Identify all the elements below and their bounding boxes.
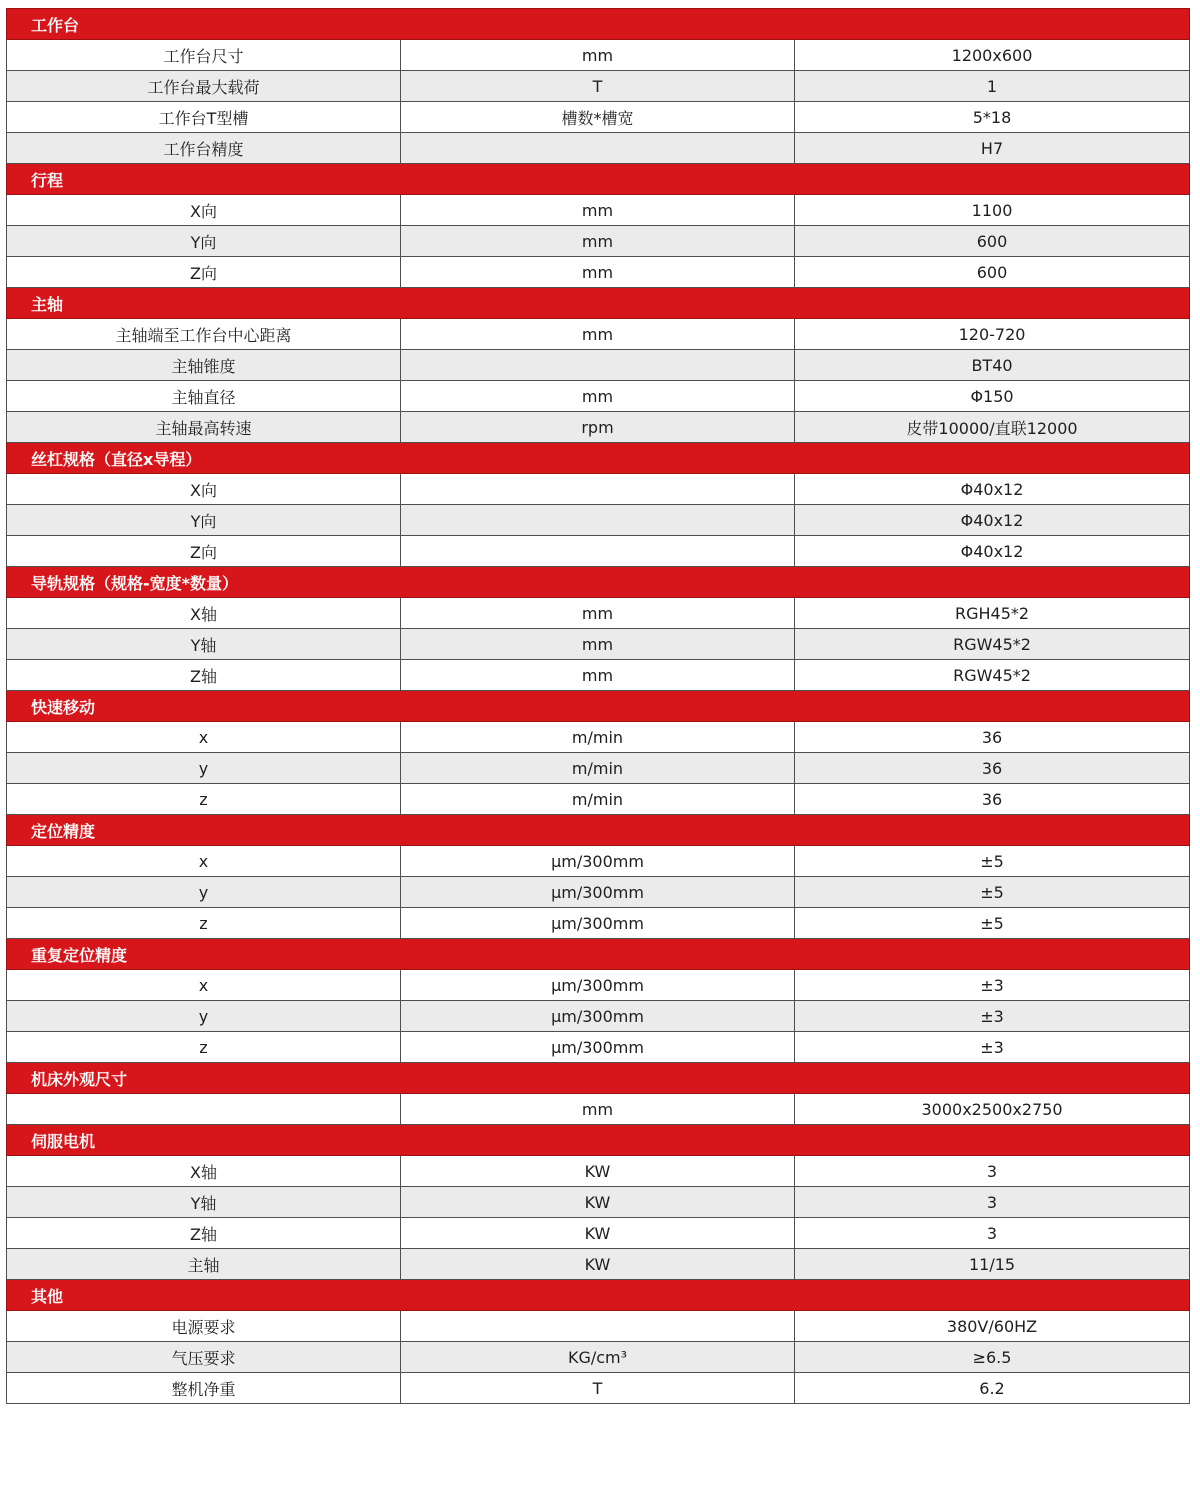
unit-cell: mm [401, 598, 795, 629]
section-header [7, 1280, 1190, 1311]
param-name-cell: x [7, 846, 401, 877]
value-cell: RGH45*2 [795, 598, 1190, 629]
value-cell: 11/15 [795, 1249, 1190, 1280]
table-row [7, 1001, 1190, 1032]
param-name-cell: Y向 [7, 505, 401, 536]
param-name-cell: 主轴锥度 [7, 350, 401, 381]
value-cell: ±3 [795, 1001, 1190, 1032]
param-name-cell: 主轴最高转速 [7, 412, 401, 443]
param-name-cell: Z轴 [7, 660, 401, 691]
unit-cell: mm [401, 629, 795, 660]
unit-cell: KW [401, 1187, 795, 1218]
table-row [7, 71, 1190, 102]
table-row [7, 598, 1190, 629]
section-header [7, 1125, 1190, 1156]
param-name-cell: 整机净重 [7, 1373, 401, 1404]
value-cell: 3 [795, 1156, 1190, 1187]
param-name-cell: X轴 [7, 598, 401, 629]
value-cell: 36 [795, 722, 1190, 753]
table-row [7, 1373, 1190, 1404]
value-cell: 1100 [795, 195, 1190, 226]
unit-cell: KW [401, 1218, 795, 1249]
table-row [7, 1218, 1190, 1249]
section-title: 工作台 [7, 9, 1190, 40]
value-cell: 3 [795, 1218, 1190, 1249]
section-header [7, 164, 1190, 195]
param-name-cell: X向 [7, 474, 401, 505]
unit-cell: μm/300mm [401, 908, 795, 939]
section-header [7, 1063, 1190, 1094]
section-header [7, 288, 1190, 319]
value-cell: Φ40x12 [795, 536, 1190, 567]
section-header [7, 815, 1190, 846]
table-row [7, 970, 1190, 1001]
value-cell: 1200x600 [795, 40, 1190, 71]
value-cell: 380V/60HZ [795, 1311, 1190, 1342]
value-cell: RGW45*2 [795, 660, 1190, 691]
unit-cell: KW [401, 1156, 795, 1187]
unit-cell: mm [401, 40, 795, 71]
param-name-cell: 工作台T型槽 [7, 102, 401, 133]
section-title: 导轨规格（规格-宽度*数量） [7, 567, 1190, 598]
table-row [7, 195, 1190, 226]
table-row [7, 350, 1190, 381]
section-title: 伺服电机 [7, 1125, 1190, 1156]
param-name-cell: y [7, 877, 401, 908]
value-cell: BT40 [795, 350, 1190, 381]
value-cell: 120-720 [795, 319, 1190, 350]
param-name-cell: 工作台精度 [7, 133, 401, 164]
value-cell: 5*18 [795, 102, 1190, 133]
table-row [7, 784, 1190, 815]
param-name-cell: X向 [7, 195, 401, 226]
section-title: 重复定位精度 [7, 939, 1190, 970]
unit-cell: rpm [401, 412, 795, 443]
unit-cell: T [401, 71, 795, 102]
param-name-cell: 工作台尺寸 [7, 40, 401, 71]
unit-cell: m/min [401, 784, 795, 815]
value-cell: 36 [795, 753, 1190, 784]
param-name-cell: Y轴 [7, 629, 401, 660]
table-row [7, 319, 1190, 350]
value-cell: ±5 [795, 877, 1190, 908]
value-cell: ±5 [795, 846, 1190, 877]
section-header [7, 939, 1190, 970]
unit-cell: T [401, 1373, 795, 1404]
param-name-cell: z [7, 1032, 401, 1063]
table-row [7, 133, 1190, 164]
value-cell: 3000x2500x2750 [795, 1094, 1190, 1125]
section-title: 机床外观尺寸 [7, 1063, 1190, 1094]
unit-cell: μm/300mm [401, 846, 795, 877]
table-row [7, 40, 1190, 71]
param-name-cell: 主轴直径 [7, 381, 401, 412]
unit-cell: μm/300mm [401, 1032, 795, 1063]
table-row [7, 753, 1190, 784]
param-name-cell: z [7, 784, 401, 815]
value-cell: ±5 [795, 908, 1190, 939]
section-header [7, 9, 1190, 40]
param-name-cell: 电源要求 [7, 1311, 401, 1342]
section-title: 行程 [7, 164, 1190, 195]
param-name-cell: z [7, 908, 401, 939]
param-name-cell: 主轴端至工作台中心距离 [7, 319, 401, 350]
unit-cell: mm [401, 195, 795, 226]
unit-cell: μm/300mm [401, 877, 795, 908]
value-cell: 600 [795, 257, 1190, 288]
param-name-cell: Y向 [7, 226, 401, 257]
table-row [7, 474, 1190, 505]
spec-table [6, 8, 1190, 1404]
table-row [7, 1249, 1190, 1280]
table-row [7, 381, 1190, 412]
table-row [7, 877, 1190, 908]
table-row [7, 908, 1190, 939]
param-name-cell: Z向 [7, 257, 401, 288]
param-name-cell: 主轴 [7, 1249, 401, 1280]
section-header [7, 443, 1190, 474]
table-row [7, 846, 1190, 877]
value-cell: 1 [795, 71, 1190, 102]
unit-cell: 槽数*槽宽 [401, 102, 795, 133]
spec-table-body [7, 9, 1190, 1404]
value-cell: RGW45*2 [795, 629, 1190, 660]
unit-cell: mm [401, 1094, 795, 1125]
unit-cell: KW [401, 1249, 795, 1280]
table-row [7, 660, 1190, 691]
table-row [7, 722, 1190, 753]
table-row [7, 226, 1190, 257]
value-cell: ≥6.5 [795, 1342, 1190, 1373]
table-row [7, 1342, 1190, 1373]
table-row [7, 1187, 1190, 1218]
value-cell: ±3 [795, 1032, 1190, 1063]
table-row [7, 102, 1190, 133]
unit-cell: KG/cm³ [401, 1342, 795, 1373]
table-row [7, 505, 1190, 536]
param-name-cell: y [7, 1001, 401, 1032]
value-cell: 6.2 [795, 1373, 1190, 1404]
param-name-cell: Z向 [7, 536, 401, 567]
value-cell: Φ150 [795, 381, 1190, 412]
table-row [7, 1094, 1190, 1125]
param-name-cell [7, 1094, 401, 1125]
table-row [7, 1032, 1190, 1063]
table-row [7, 536, 1190, 567]
param-name-cell: x [7, 722, 401, 753]
value-cell: 皮带10000/直联12000 [795, 412, 1190, 443]
unit-cell: m/min [401, 753, 795, 784]
unit-cell: μm/300mm [401, 1001, 795, 1032]
value-cell: H7 [795, 133, 1190, 164]
param-name-cell: y [7, 753, 401, 784]
table-row [7, 257, 1190, 288]
param-name-cell: 气压要求 [7, 1342, 401, 1373]
param-name-cell: X轴 [7, 1156, 401, 1187]
unit-cell [401, 1311, 795, 1342]
value-cell: 3 [795, 1187, 1190, 1218]
unit-cell: mm [401, 319, 795, 350]
unit-cell: μm/300mm [401, 970, 795, 1001]
value-cell: Φ40x12 [795, 505, 1190, 536]
param-name-cell: Z轴 [7, 1218, 401, 1249]
unit-cell: mm [401, 381, 795, 412]
table-row [7, 1156, 1190, 1187]
unit-cell: mm [401, 257, 795, 288]
section-header [7, 567, 1190, 598]
unit-cell [401, 133, 795, 164]
section-title: 其他 [7, 1280, 1190, 1311]
table-row [7, 412, 1190, 443]
section-title: 丝杠规格（直径x导程） [7, 443, 1190, 474]
section-title: 主轴 [7, 288, 1190, 319]
section-header [7, 691, 1190, 722]
value-cell: 600 [795, 226, 1190, 257]
value-cell: ±3 [795, 970, 1190, 1001]
param-name-cell: Y轴 [7, 1187, 401, 1218]
table-row [7, 629, 1190, 660]
param-name-cell: x [7, 970, 401, 1001]
unit-cell: m/min [401, 722, 795, 753]
section-title: 快速移动 [7, 691, 1190, 722]
unit-cell [401, 536, 795, 567]
table-row [7, 1311, 1190, 1342]
param-name-cell: 工作台最大载荷 [7, 71, 401, 102]
section-title: 定位精度 [7, 815, 1190, 846]
value-cell: Φ40x12 [795, 474, 1190, 505]
unit-cell [401, 474, 795, 505]
unit-cell [401, 350, 795, 381]
value-cell: 36 [795, 784, 1190, 815]
unit-cell: mm [401, 660, 795, 691]
unit-cell: mm [401, 226, 795, 257]
unit-cell [401, 505, 795, 536]
